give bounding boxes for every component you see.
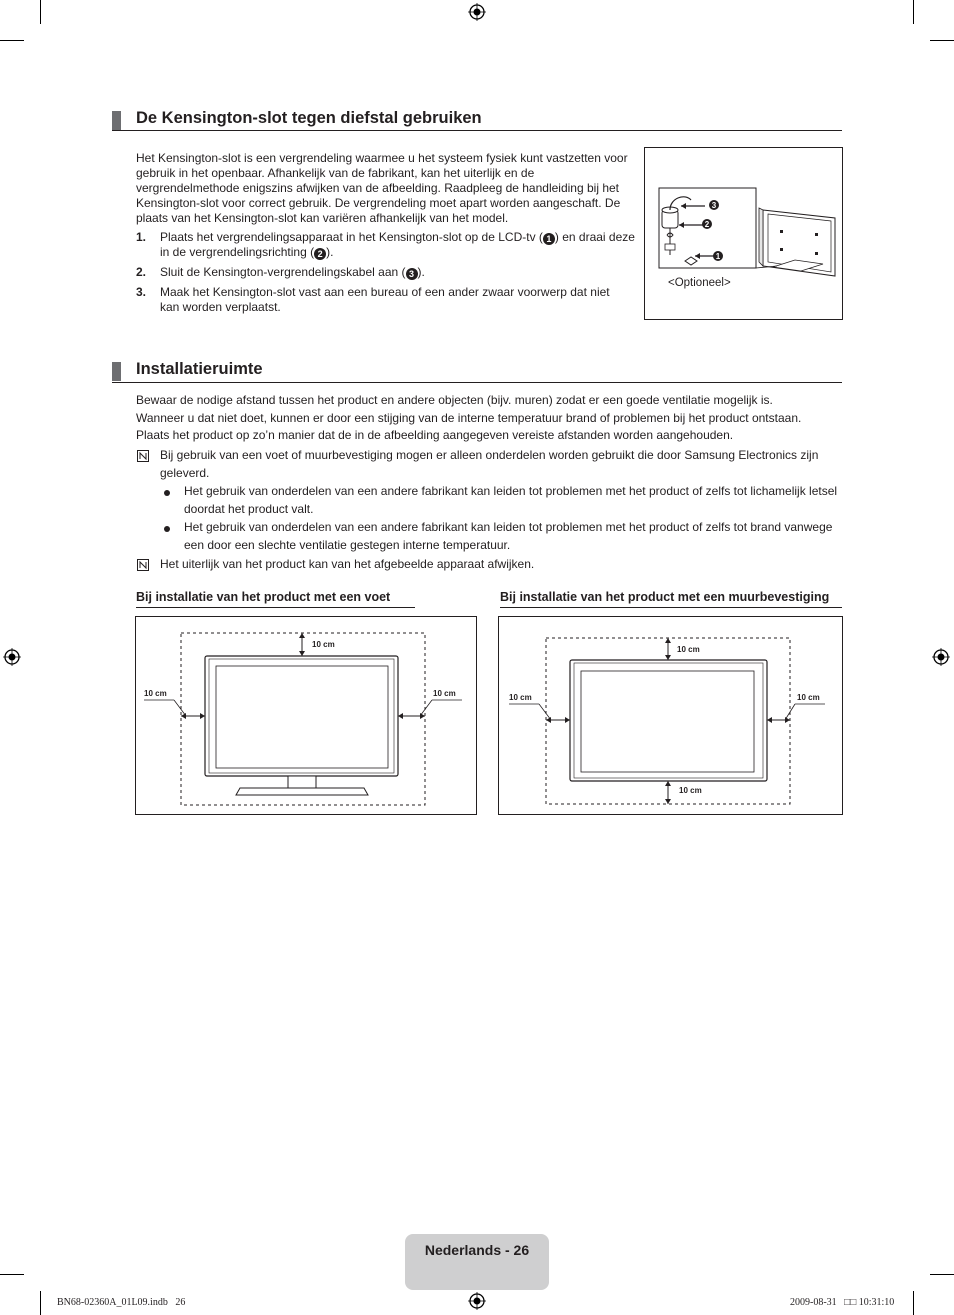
registration-mark-icon	[468, 3, 486, 21]
registration-mark-icon	[3, 648, 21, 666]
kensington-intro: Het Kensington-slot is een vergrendeling waarmee u het systeem fysiek kunt vastzetten voor gebruik in het openbaar. Afhankelijk van de fabrikant, kan het uiterlijk en de vergrendelmethode enigszins afwijken van de afbeelding. Raadpleeg de handleiding bij het Kensington-slot voor correct gebruik. De vergrendeling moet apart worden aangeschaft. De plaats van het Kensington-slot kan variëren afhankelijk van het model.	[136, 151, 628, 225]
step-text: Sluit de Kensington-vergrendelingskabel aan (	[160, 265, 406, 279]
clearance-label-top: 10 cm	[312, 640, 335, 649]
callout-1: 1	[715, 252, 721, 261]
section-title-kensington: De Kensington-slot tegen diefstal gebruiken	[136, 109, 482, 127]
paragraph: Plaats het product op zo’n manier dat de in de afbeelding aangegeven vereiste afstanden worden aangehouden.	[136, 428, 734, 442]
bullet-icon	[164, 490, 170, 496]
registration-mark-icon	[468, 1292, 486, 1310]
stand-clearance-illustration	[136, 617, 476, 814]
bullet-text: Het gebruik van onderdelen van een andere fabrikant kan leiden tot problemen met het product of zelfs tot lichamelijk letsel doordat het product valt.	[184, 484, 838, 516]
step-text: ).	[326, 245, 334, 259]
callout-2: 2	[704, 220, 710, 229]
step-number: 1.	[136, 230, 147, 244]
bullet-icon	[164, 526, 170, 532]
wall-heading: Bij installatie van het product met een muurbevestiging	[500, 590, 830, 604]
crop-mark	[930, 1274, 954, 1275]
stand-heading: Bij installatie van het product met een voet	[136, 590, 391, 604]
step-number: 3.	[136, 285, 147, 299]
crop-mark	[0, 40, 24, 41]
registration-mark-icon	[932, 648, 950, 666]
wall-clearance-illustration	[499, 617, 842, 814]
clearance-label-bottom: 10 cm	[679, 786, 702, 795]
heading-rule	[136, 607, 415, 608]
callout-marker: 2	[314, 248, 326, 260]
clearance-label-left: 10 cm	[144, 689, 167, 698]
step-text: Plaats het vergrendelingsapparaat in het Kensington-slot op de LCD-tv (	[160, 230, 543, 244]
section-rule	[112, 382, 842, 383]
crop-mark	[0, 1274, 24, 1275]
callout-marker: 1	[543, 233, 555, 245]
note-icon	[137, 450, 149, 462]
heading-rule	[500, 607, 842, 608]
kensington-figure	[644, 147, 843, 320]
clearance-label-right: 10 cm	[433, 689, 456, 698]
paragraph: Wanneer u dat niet doet, kunnen er door een stijging van de interne temperatuur brand of problemen bij het product ontstaan.	[136, 411, 802, 425]
wall-diagram	[498, 616, 843, 815]
section-marker	[112, 111, 121, 130]
kensington-lock-illustration	[645, 148, 842, 319]
slug-timestamp: 2009-08-31 □□ 10:31:10	[790, 1297, 895, 1308]
crop-mark	[40, 0, 41, 24]
crop-mark	[913, 1291, 914, 1315]
step-number: 2.	[136, 265, 147, 279]
note-text: Het uiterlijk van het product kan van het afgebeelde apparaat afwijken.	[160, 557, 535, 571]
step-3-text: Maak het Kensington-slot vast aan een bureau of een ander zwaar voorwerp dat niet kan worden verplaatst.	[160, 285, 610, 314]
crop-mark	[930, 40, 954, 41]
callout-3: 3	[711, 201, 717, 210]
section-title-installatieruimte: Installatieruimte	[136, 360, 263, 378]
section-rule	[112, 130, 842, 131]
note-text: Bij gebruik van een voet of muurbevestiging mogen er alleen onderdelen worden gebruikt die door Samsung Electronics zijn geleverd.	[160, 448, 819, 480]
step-1-text	[160, 230, 635, 260]
step-text: ).	[417, 265, 425, 279]
step-text: ) en draai deze in de vergrendelingsrichting (	[160, 230, 635, 259]
page-number-label: Nederlands - 26	[424, 1242, 530, 1258]
paragraph: Bewaar de nodige afstand tussen het product en andere objecten (bijv. muren) zodat er een goede ventilatie mogelijk is.	[136, 393, 773, 407]
crop-mark	[40, 1291, 41, 1315]
callout-marker: 3	[406, 268, 418, 280]
stand-diagram	[135, 616, 477, 815]
clearance-label-left: 10 cm	[509, 693, 532, 702]
figure-caption: <Optioneel>	[668, 277, 731, 289]
clearance-label-right: 10 cm	[797, 693, 820, 702]
clearance-label-top: 10 cm	[677, 645, 700, 654]
slug-file: BN68-02360A_01L09.indb 26	[57, 1297, 186, 1308]
step-2-text	[160, 265, 635, 280]
section-marker	[112, 362, 121, 381]
bullet-text: Het gebruik van onderdelen van een andere fabrikant kan leiden tot problemen met het product of zelfs tot brand vanwege een door een slechte ventilatie gestegen interne temperatuur.	[184, 520, 833, 552]
note-icon	[137, 559, 149, 571]
crop-mark	[913, 0, 914, 24]
